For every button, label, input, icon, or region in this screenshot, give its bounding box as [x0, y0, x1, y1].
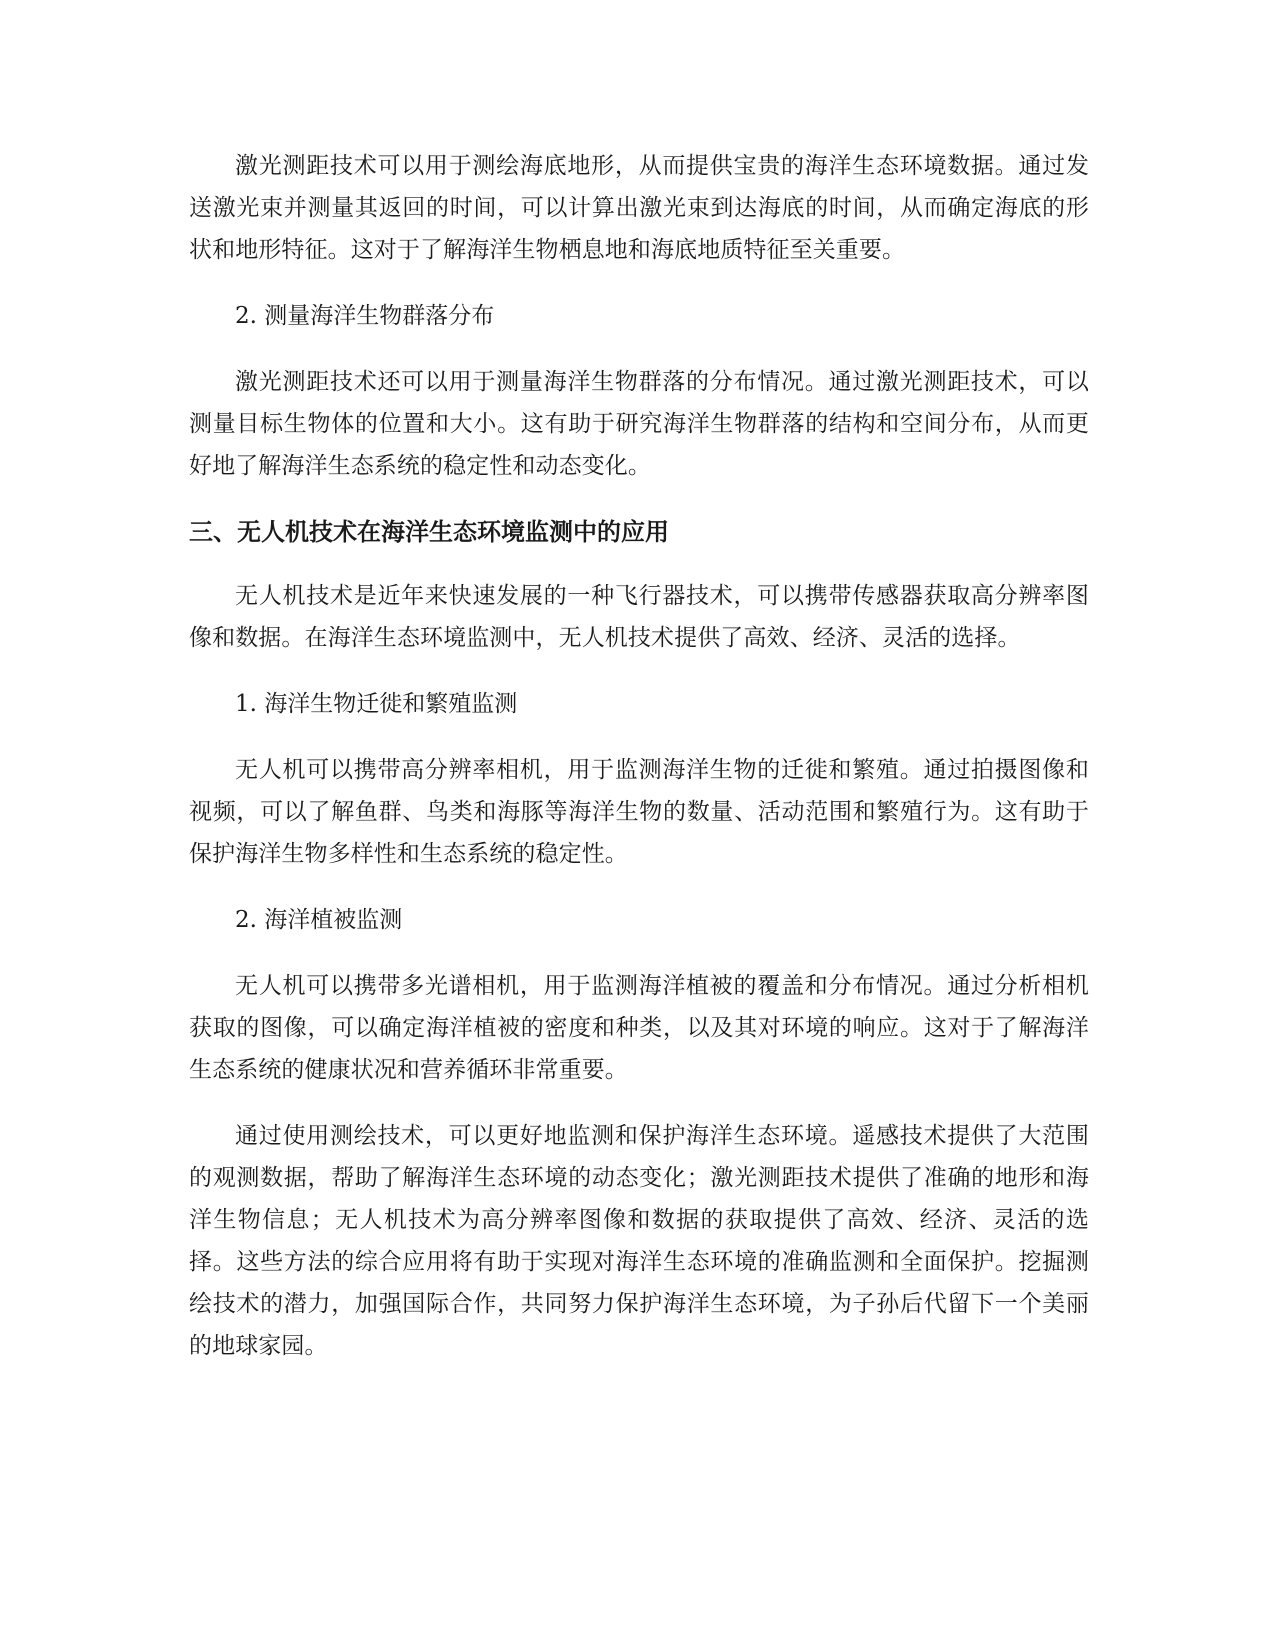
document-body [189, 145, 1089, 1391]
paragraph-drone-intro: 无人机技术是近年来快速发展的一种飞行器技术，可以携带传感器获取高分辨率图像和数据。在海洋生态环境监测中，无人机技术提供了高效、经济、灵活的选择。 [189, 583, 1089, 651]
paragraph-migration: 无人机可以携带高分辨率相机，用于监测海洋生物的迁徙和繁殖。通过拍摄图像和视频，可以了解鱼群、鸟类和海豚等海洋生物的数量、活动范围和繁殖行为。这有助于保护海洋生物多样性和生态系统的稳定性。 [189, 757, 1089, 867]
subheading-migration: 1. 海洋生物迁徙和繁殖监测 [235, 691, 518, 717]
paragraph-community-distribution: 激光测距技术还可以用于测量海洋生物群落的分布情况。通过激光测距技术，可以测量目标生物体的位置和大小。这有助于研究海洋生物群落的结构和空间分布，从而更好地了解海洋生态系统的稳定性和动态变化。 [189, 369, 1089, 479]
subheading-biological-community: 2. 测量海洋生物群落分布 [235, 303, 495, 329]
paragraph-seabed-mapping: 激光测距技术可以用于测绘海底地形，从而提供宝贵的海洋生态环境数据。通过发送激光束并测量其返回的时间，可以计算出激光束到达海底的时间，从而确定海底的形状和地形特征。这对于了解海洋生物栖息地和海底地质特征至关重要。 [189, 153, 1089, 263]
subheading-vegetation: 2. 海洋植被监测 [235, 907, 403, 933]
paragraph-vegetation: 无人机可以携带多光谱相机，用于监测海洋植被的覆盖和分布情况。通过分析相机获取的图像，可以确定海洋植被的密度和种类，以及其对环境的响应。这对于了解海洋生态系统的健康状况和营养循环非常重要。 [189, 973, 1089, 1083]
paragraph-conclusion: 通过使用测绘技术，可以更好地监测和保护海洋生态环境。遥感技术提供了大范围的观测数据，帮助了解海洋生态环境的动态变化；激光测距技术提供了准确的地形和海洋生物信息；无人机技术为高分辨率图像和数据的获取提供了高效、经济、灵活的选择。这些方法的综合应用将有助于实现对海洋生态环境的准确监测和全面保护。挖掘测绘技术的潜力，加强国际合作，共同努力保护海洋生态环境，为子孙后代留下一个美丽的地球家园。 [189, 1123, 1089, 1359]
section-heading-drone: 三、无人机技术在海洋生态环境监测中的应用 [189, 518, 669, 546]
